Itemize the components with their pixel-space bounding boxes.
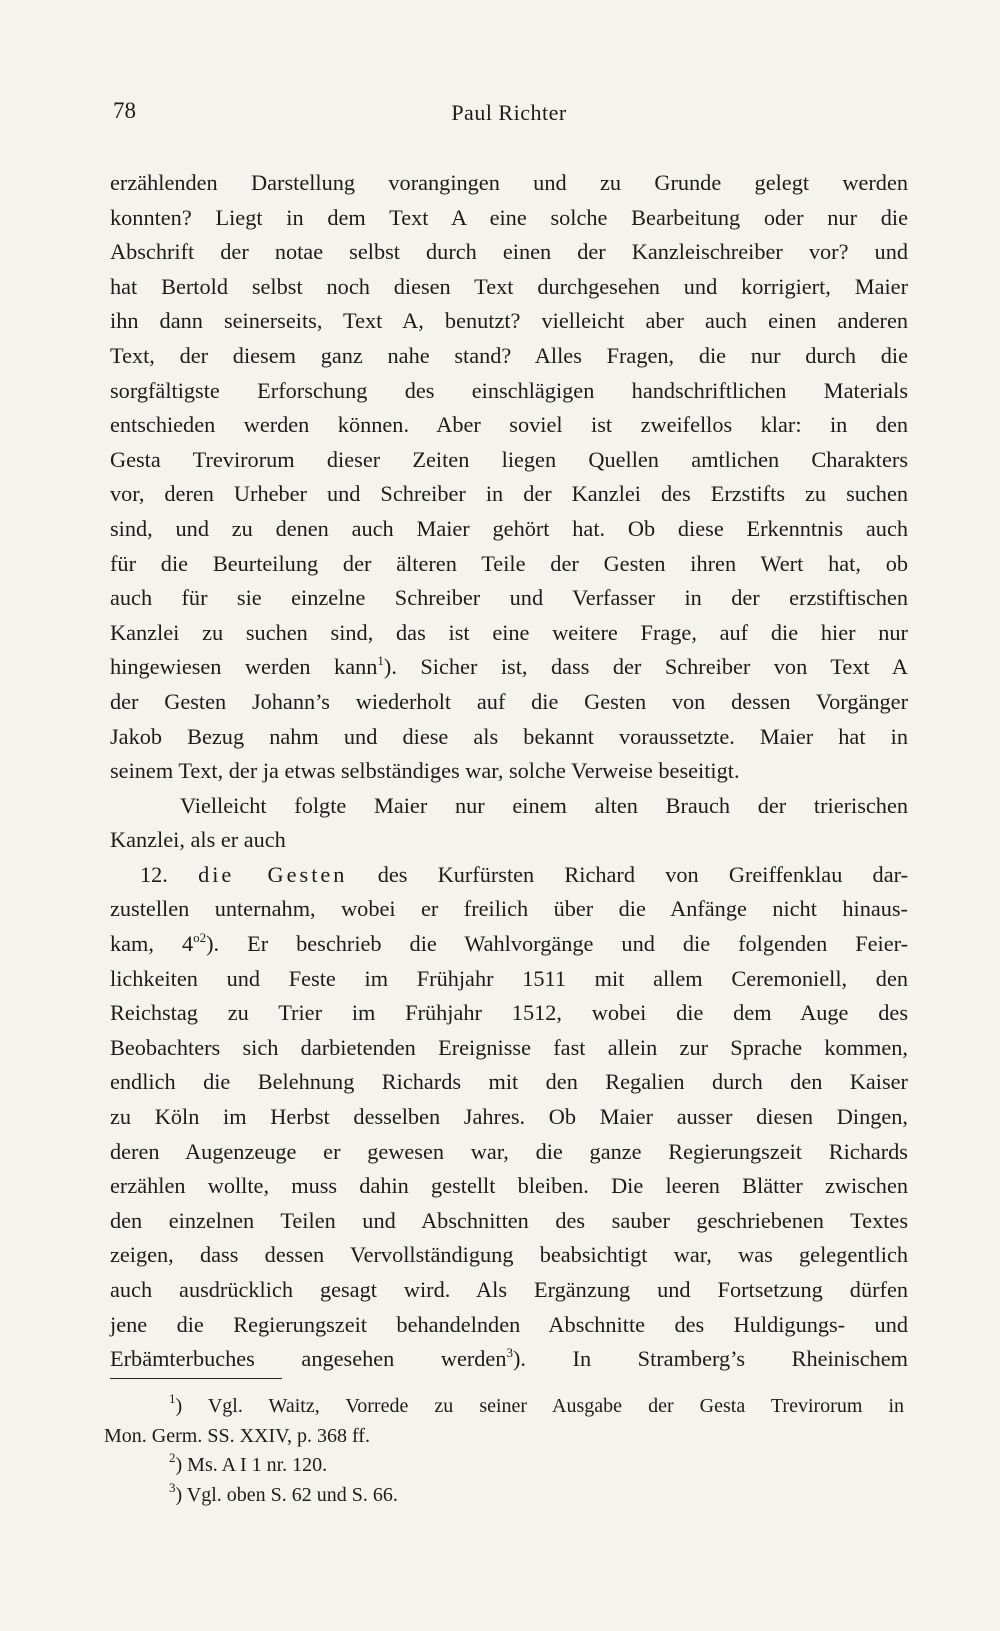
footnote-1-continued: Mon. Germ. SS. XXIV, p. 368 ff.	[104, 1424, 370, 1447]
text-line: konnten? Liegt in dem Text A eine solche Bearbeitung oder nur die	[110, 204, 908, 230]
text-line: Kanzlei, als er auch	[110, 827, 286, 853]
footnote-1	[104, 1392, 904, 1422]
text-line: deren Augenzeuge er gewesen war, die ganze Regierungszeit Richards	[110, 1138, 908, 1164]
text-line: Beobachters sich darbietenden Ereignisse fast allein zur Sprache kommen,	[110, 1034, 908, 1060]
footnote-text: ) Ms. A I 1 nr. 120.	[175, 1454, 328, 1476]
section-heading-line	[110, 858, 908, 893]
text-line: erzählenden Darstellung vorangingen und zu Grunde gelegt werden	[110, 170, 908, 195]
text-segment: kam, 4	[110, 931, 194, 957]
text-segment: des Kurfürsten Richard von Greiffenklau dar-	[377, 861, 909, 887]
text-line: erzählen wollte, muss dahin gestellt bleiben. Die leeren Blätter zwischen	[110, 1173, 908, 1199]
footnotes	[104, 1392, 904, 1510]
page-number: 78	[113, 98, 136, 123]
section-number: 12.	[140, 861, 168, 887]
text-segment: ). Er beschrieb die Wahlvorgänge und die folgenden Feier-	[206, 931, 909, 957]
text-line: den einzelnen Teilen und Abschnitten des sauber geschriebenen Textes	[110, 1207, 908, 1233]
text-segment: hingewiesen werden kann	[110, 654, 378, 680]
spaced-emphasis: die Gesten	[198, 861, 348, 887]
footnote-ref-2[interactable]: 2	[199, 930, 207, 946]
text-line: sind, und zu denen auch Maier gehört hat. Ob diese Erkenntnis auch	[110, 515, 908, 541]
footnote-mark: 1	[169, 1391, 176, 1406]
text-line: ihn dann seinerseits, Text A, benutzt? vielleicht aber auch einen anderen	[110, 308, 908, 334]
text-line: Jakob Bezug nahm und diese als bekannt voraussetzte. Maier hat in	[110, 723, 908, 749]
footnote-mark: 3	[169, 1479, 176, 1495]
main-text	[110, 166, 908, 1377]
text-line: endlich die Belehnung Richards mit den Regalien durch den Kaiser	[110, 1069, 908, 1095]
footnote-2	[104, 1451, 904, 1481]
text-line: auch ausdrücklich gesagt wird. Als Ergänzung und Fortsetzung dürfen	[110, 1277, 908, 1302]
text-line: jene die Regierungszeit behandelnden Abschnitte des Huldigungs- und	[110, 1311, 908, 1337]
text-line: hat Bertold selbst noch diesen Text durchgesehen und korrigiert, Maier	[110, 273, 908, 299]
text-line: entschieden werden können. Aber soviel ist zweifellos klar: in den	[110, 412, 908, 438]
footnote-ref-1[interactable]: 1	[377, 653, 384, 669]
footnote-3	[104, 1481, 904, 1511]
text-line: Text, der diesem ganz nahe stand? Alles Fragen, die nur durch die	[110, 342, 908, 368]
text-line: Kanzlei zu suchen sind, das ist eine weitere Frage, auf die hier nur	[110, 619, 908, 645]
text-line: Gesta Trevirorum dieser Zeiten liegen Quellen amtlichen Charakters	[110, 446, 908, 472]
text-segment: ). In Stramberg’s Rheinischem	[512, 1346, 908, 1372]
text-line: Reichstag zu Trier im Frühjahr 1512, wobei die dem Auge des	[110, 1000, 908, 1026]
text-line: zu Köln im Herbst desselben Jahres. Ob Maier ausser diesen Dingen,	[110, 1104, 908, 1130]
footnote-text: ) Vgl. Waitz, Vorrede zu seiner Ausgabe der Gesta Trevirorum in	[175, 1395, 904, 1417]
footnote-text: ) Vgl. oben S. 62 und S. 66.	[175, 1483, 398, 1506]
text-line: zustellen unternahm, wobei er freilich über die Anfänge nicht hinaus-	[110, 896, 908, 922]
text-line: zeigen, dass dessen Vervollständigung beabsichtigt war, was gelegentlich	[110, 1242, 908, 1268]
running-title: Paul Richter	[451, 100, 567, 125]
text-line: Abschrift der notae selbst durch einen der Kanzleischreiber vor? und	[110, 239, 908, 265]
footnote-mark: 2	[169, 1450, 176, 1465]
degree-mark: o	[193, 930, 200, 946]
footnote-ref-3[interactable]: 3	[506, 1345, 513, 1361]
text-line: sorgfältigste Erforschung des einschlägigen handschriftlichen Materials	[110, 377, 908, 403]
text-line: für die Beurteilung der älteren Teile der Gesten ihren Wert hat, ob	[110, 550, 908, 576]
page-header	[113, 98, 905, 134]
text-line: seinem Text, der ja etwas selbständiges war, solche Verweise beseitigt.	[110, 758, 740, 784]
text-segment: ). Sicher ist, dass der Schreiber von Text A	[383, 654, 908, 680]
text-line: der Gesten Johann’s wiederholt auf die Gesten von dessen Vorgänger	[110, 688, 908, 714]
text-line: auch für sie einzelne Schreiber und Verfasser in der erzstiftischen	[110, 585, 908, 611]
text-line-with-footnote	[110, 927, 908, 962]
text-line: vor, deren Urheber und Schreiber in der Kanzlei des Erzstifts zu suchen	[110, 481, 908, 507]
paragraph-start: Vielleicht folgte Maier nur einem alten Brauch der trierischen	[180, 792, 908, 818]
footnote-divider	[110, 1378, 282, 1379]
text-line: lichkeiten und Feste im Frühjahr 1511 mit allem Ceremoniell, den	[110, 965, 908, 991]
text-line-with-footnote	[110, 650, 908, 685]
text-segment: Erbämterbuches angesehen werden	[110, 1346, 507, 1372]
text-line-with-footnote	[110, 1342, 908, 1377]
